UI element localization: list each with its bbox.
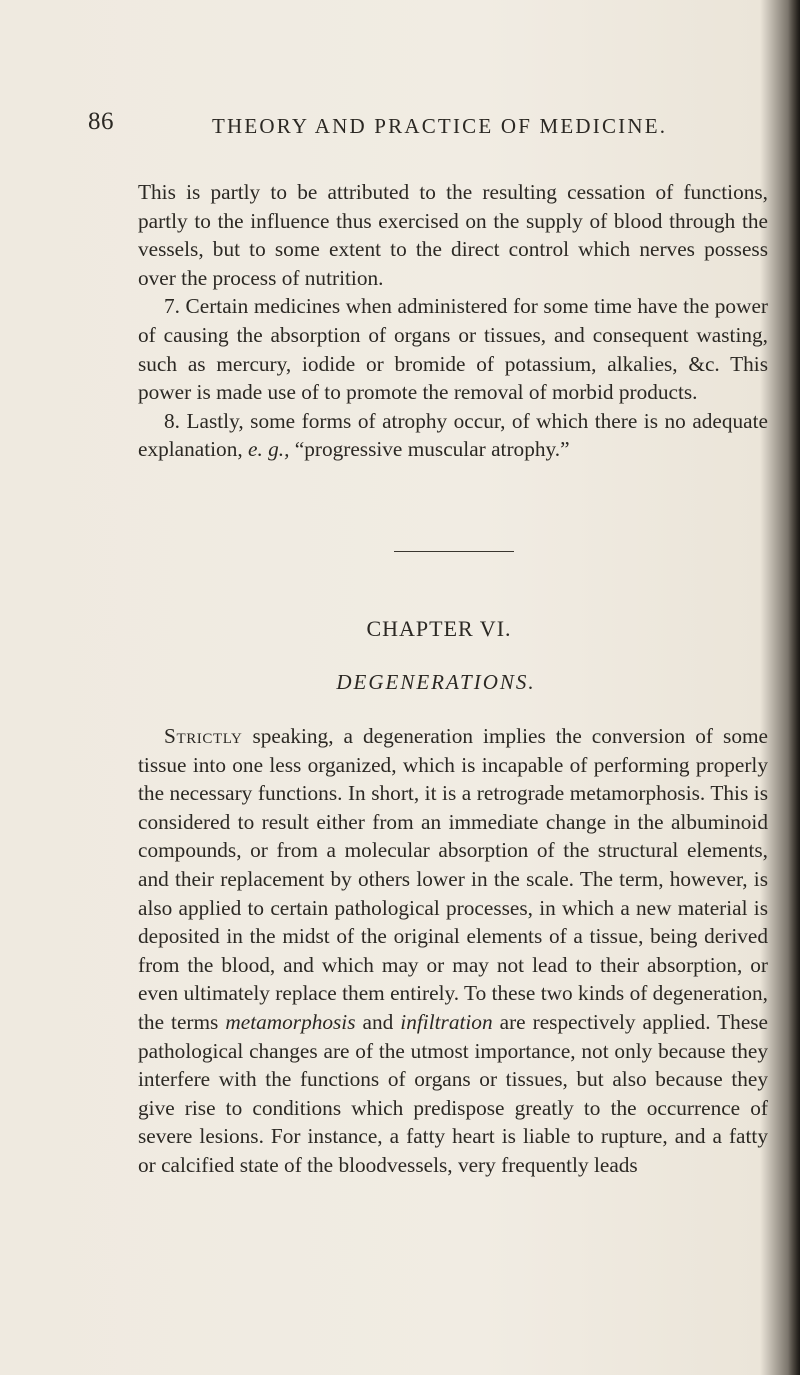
main-paragraph: [138, 722, 768, 1180]
chapter-title: CHAPTER VI.: [366, 616, 512, 641]
term-metamorphosis: metamorphosis: [225, 1009, 356, 1034]
paragraph-item-8-text: 8. Lastly, some forms of atrophy occur, of which there is no adequate explanation,: [138, 408, 768, 462]
section-divider: [394, 551, 514, 552]
running-head: THEORY AND PRACTICE OF MEDICINE.: [212, 114, 668, 138]
page-header: [88, 108, 728, 148]
paragraph-item-7: 7. Certain medicines when administered for some time have the power of causing the absorption of organs or tissues, and consequent wasting, such as mercury, iodide or bromide of potassium, alkalies, &c. This power is made use of to promote the removal of morbid products.: [138, 294, 768, 405]
top-text-block: [138, 178, 768, 464]
paragraph-continuation: This is partly to be attributed to the resulting cessation of functions, partly to the influence thus exercised on the supply of blood through the vessels, but to some extent to the direct control which nerves possess over the process of nutrition.: [138, 180, 768, 290]
main-text-block: [138, 722, 768, 1180]
paragraph-item-8: [138, 407, 768, 464]
paragraph-item-8-tail: “progressive muscular atrophy.”: [289, 437, 570, 462]
term-infiltration: infiltration: [400, 1009, 493, 1034]
main-paragraph-part1: speaking, a degeneration implies the conversion of some tissue into one less organized, which is incapable of performing properly the necessary functions. In short, it is a retrograde metamorphosis. This is considered to result either from an immediate change in the albuminoid compounds, or from a molecular absorption of the structural elements, and their replacement by others lower in the scale. The term, however, is also applied to certain pathological processes, in which a new material is deposited in the midst of the original elements of a tissue, being derived from the blood, and which may or may not lead to their absorption, or even ultimately replace them entirely. To these two kinds of degeneration, the terms: [138, 724, 768, 1034]
chapter-subtitle: DEGENERATIONS.: [336, 670, 536, 694]
page-number: 86: [88, 108, 114, 135]
eg-abbreviation: e. g.,: [248, 437, 290, 462]
conjunction: and: [355, 1009, 401, 1034]
main-paragraph-part2: are respectively applied. These pathological changes are of the utmost importance, not only because they interfere with the functions of organs or tissues, but also because they give rise to conditions which predispose greatly to the occurrence of severe lesions. For instance, a fatty heart is liable to rupture, and a fatty or calcified state of the bloodvessels, very frequently leads: [138, 1009, 769, 1177]
lead-word: Strictly: [164, 724, 243, 748]
